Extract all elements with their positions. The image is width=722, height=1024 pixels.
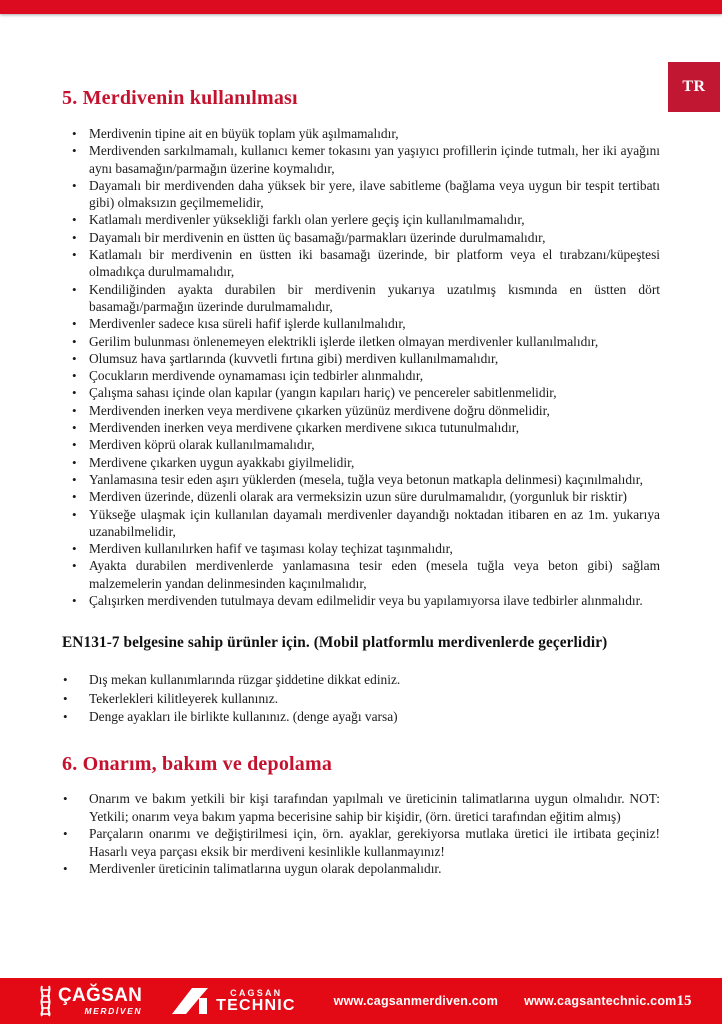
list-item: • Merdivenler üreticinin talimatlarına uygun olarak depolanmalıdır. bbox=[62, 860, 660, 878]
brand-name-bottom: TECHNIC bbox=[216, 997, 296, 1014]
list-item: • Yükseğe ulaşmak için kullanılan dayamalı merdivenler dayandığı noktadan itibaren en az 1m. yukarıya uzanabilmelidir, bbox=[62, 506, 660, 541]
list-item: • Kendiliğinden ayakta durabilen bir merdivenin yukarıya uzatılmış kısmında en üstten dört basamağı/parmağın üzerinde durulmamalıdır, bbox=[62, 281, 660, 316]
list-item: • Tekerlekleri kilitleyerek kullanınız. bbox=[62, 690, 660, 708]
list-item: • Merdivenden inerken veya merdivene çıkarken merdivene sıkıca tutunulmalıdır, bbox=[62, 419, 660, 436]
list-item: • Katlamalı bir merdivenin en üstten iki basamağı üzerinde, bir platform veya el tırabzanı/küpeştesi olmadıkça durulmamalıdır, bbox=[62, 246, 660, 281]
cagsan-technic-wordmark bbox=[216, 989, 296, 1013]
list-item: • Çocukların merdivende oynamaması için tedbirler alınmalıdır, bbox=[62, 367, 660, 384]
footer-bar bbox=[0, 978, 722, 1024]
brand-name: ÇAĞSAN bbox=[58, 984, 143, 1006]
brand-name-top: CAGSAN bbox=[230, 988, 283, 998]
list-item: • Ayakta durabilen merdivenlerde yanlamasına tesir eden (mesela tuğla veya beton gibi) sağlam malzemelerin yandan delinmesinden kaçınılmalıdır, bbox=[62, 557, 660, 592]
list-item: • Gerilim bulunması önlenemeyen elektrikli işlerde iletken olmayan merdivenler kullanılmalıdır, bbox=[62, 333, 660, 350]
language-tab-label: TR bbox=[682, 78, 706, 95]
cagsan-technic-logo bbox=[172, 988, 296, 1014]
list-item: • Katlamalı merdivenler yüksekliği farklı olan yerlere geçiş için kullanılmamalıdır, bbox=[62, 211, 660, 228]
brand-subtitle: MERDİVEN bbox=[84, 1005, 143, 1016]
en131-heading: EN131-7 belgesine sahip ürünler için. (Mobil platformlu merdivenlerde geçerlidir) bbox=[62, 634, 608, 652]
list-item: • Yanlamasına tesir eden aşırı yüklerden (mesela, tuğla veya betonun matkapla delinmesi) kaçınılmalıdır, bbox=[62, 471, 660, 488]
list-item: • Dış mekan kullanımlarında rüzgar şiddetine dikkat ediniz. bbox=[62, 671, 660, 689]
list-item: • Merdiven kullanılırken hafif ve taşıması kolay teçhizat taşınmalıdır, bbox=[62, 540, 660, 557]
list-item: • Merdivene çıkarken uygun ayakkabı giyilmelidir, bbox=[62, 454, 660, 471]
list-item: • Merdivenden sarkılmamalı, kullanıcı kemer tokasını yan yaşıyıcı profillerin içinde tutmalı, her iki ayağını aynı basamağın/parmağın üzerine koymalıdır, bbox=[62, 142, 660, 177]
page-number: 15 bbox=[676, 992, 692, 1009]
list-item: • Onarım ve bakım yetkili bir kişi tarafından yapılmalı ve üreticinin talimatlarına uygun olmalıdır. NOT: Yetkili; onarım veya bakım yapma becerisine sahip bir kişidir, (örn. üretici tarafından eğitim almış) bbox=[62, 790, 660, 825]
list-item: • Merdiven köprü olarak kullanılmamalıdır, bbox=[62, 436, 660, 453]
page-content bbox=[62, 14, 660, 878]
list-item: • Olumsuz hava şartlarında (kuvvetli fırtına gibi) merdiven kullanılmamalıdır, bbox=[62, 350, 660, 367]
language-tab bbox=[668, 62, 720, 112]
list-item: • Merdivenin tipine ait en büyük toplam yük aşılmamalıdır, bbox=[62, 125, 660, 142]
section-5-list bbox=[62, 125, 660, 609]
en131-list bbox=[62, 671, 660, 726]
technic-website-link[interactable]: www.cagsantechnic.com bbox=[524, 994, 677, 1008]
list-item: • Çalışma sahası içinde olan kapılar (yangın kapıları hariç) ve pencereler sabitlenmelidir, bbox=[62, 384, 660, 401]
top-accent-bar bbox=[0, 0, 722, 14]
ladder-icon bbox=[38, 985, 53, 1017]
merdiven-website-link[interactable]: www.cagsanmerdiven.com bbox=[333, 994, 499, 1008]
cagsan-merdiven-wordmark bbox=[58, 984, 143, 1016]
list-item: • Merdivenden inerken veya merdivene çıkarken yüzünüz merdivene doğru dönmelidir, bbox=[62, 402, 660, 419]
list-item: • Parçaların onarımı ve değiştirilmesi için, örn. ayaklar, gerekiyorsa mutlaka üretici ile irtibata geçiniz! Hasarlı veya parçası eksik bir merdiveni kesinlikle kullanmayınız! bbox=[62, 825, 660, 860]
list-item: • Merdivenler sadece kısa süreli hafif işlerde kullanılmalıdır, bbox=[62, 315, 660, 332]
section-6-title: 6. Onarım, bakım ve depolama bbox=[62, 752, 333, 775]
technic-angle-icon bbox=[172, 988, 210, 1014]
list-item: • Dayamalı bir merdivenin en üstten üç basamağı/parmakları üzerinde durulmamalıdır, bbox=[62, 229, 660, 246]
cagsan-merdiven-logo bbox=[38, 985, 142, 1017]
list-item: • Denge ayakları ile birlikte kullanınız. (denge ayağı varsa) bbox=[62, 708, 660, 726]
section-5-title: 5. Merdivenin kullanılması bbox=[62, 87, 298, 109]
section-6-list bbox=[62, 790, 660, 878]
list-item: • Dayamalı bir merdivenden daha yüksek bir yere, ilave sabitleme (bağlama veya uygun bir tespit tertibatı gibi) olmaksızın geçilmemelidir, bbox=[62, 177, 660, 212]
list-item: • Merdiven üzerinde, düzenli olarak ara vermeksizin uzun süre durulmamalıdır, (yorgunluk bir risktir) bbox=[62, 488, 660, 505]
list-item: • Çalışırken merdivenden tutulmaya devam edilmelidir veya bu yapılamıyorsa ilave tedbirler alınmalıdır. bbox=[62, 592, 660, 609]
